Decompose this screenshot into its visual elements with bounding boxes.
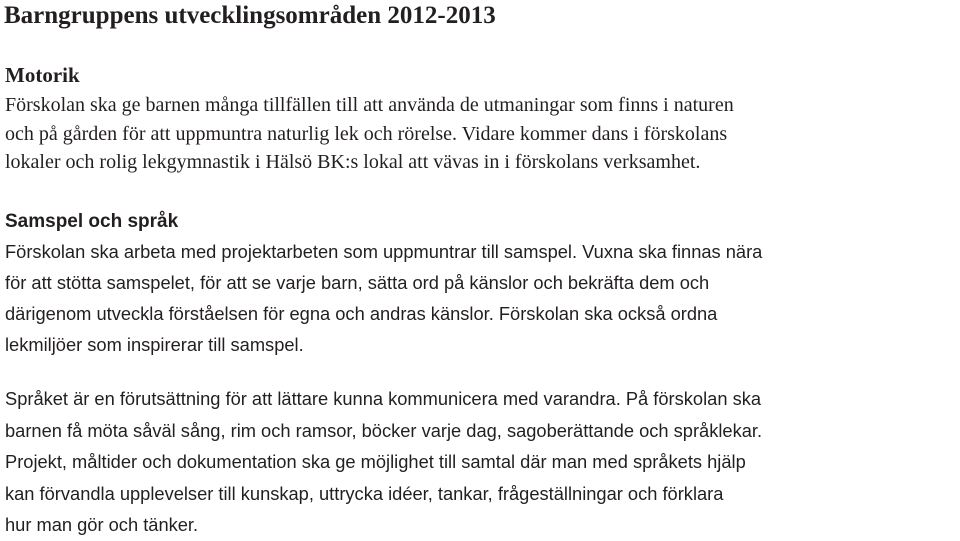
section-heading-motorik: Motorik xyxy=(5,63,80,87)
paragraph-line: barnen få möta såväl sång, rim och ramsor, böcker varje dag, sagoberättande och språklekar. xyxy=(5,419,763,441)
paragraph-line: hur man gör och tänker. xyxy=(5,514,199,535)
document-title: Barngruppens utvecklingsområden 2012-2013 xyxy=(4,2,496,29)
paragraph-sprak xyxy=(5,383,960,541)
paragraph-motorik xyxy=(5,91,960,177)
paragraph-line: Förskolan ska ge barnen många tillfällen till att använda de utmaningar som finns i naturen xyxy=(5,94,734,116)
paragraph-line: därigenom utveckla förståelsen för egna och andras känslor. Förskolan ska också ordna xyxy=(5,303,718,324)
paragraph-line: och på gården för att uppmuntra naturlig lek och rörelse. Vidare kommer dans i förskolans xyxy=(5,122,728,145)
paragraph-line: för att stötta samspelet, för att se varje barn, sätta ord på känslor och bekräfta dem och xyxy=(5,272,710,293)
paragraph-line: Språket är en förutsättning för att lättare kunna kommunicera med varandra. På förskolan ska xyxy=(5,388,762,409)
paragraph-samspel xyxy=(5,236,960,360)
paragraph-line: lekmiljöer som inspirerar till samspel. xyxy=(5,334,304,355)
paragraph-line: Förskolan ska arbeta med projektarbeten som uppmuntrar till samspel. Vuxna ska finnas nära xyxy=(5,241,763,262)
paragraph-line: lokaler och rolig lekgymnastik i Hälsö BK:s lokal att vävas in i förskolans verksamhet. xyxy=(5,151,701,173)
paragraph-line: kan förvandla upplevelser till kunskap, uttrycka idéer, tankar, frågeställningar och förklara xyxy=(5,482,724,504)
paragraph-line: Projekt, måltider och dokumentation ska ge möjlighet till samtal där man med språkets hjälp xyxy=(5,451,746,472)
section-heading-samspel-och-sprak: Samspel och språk xyxy=(5,211,179,232)
